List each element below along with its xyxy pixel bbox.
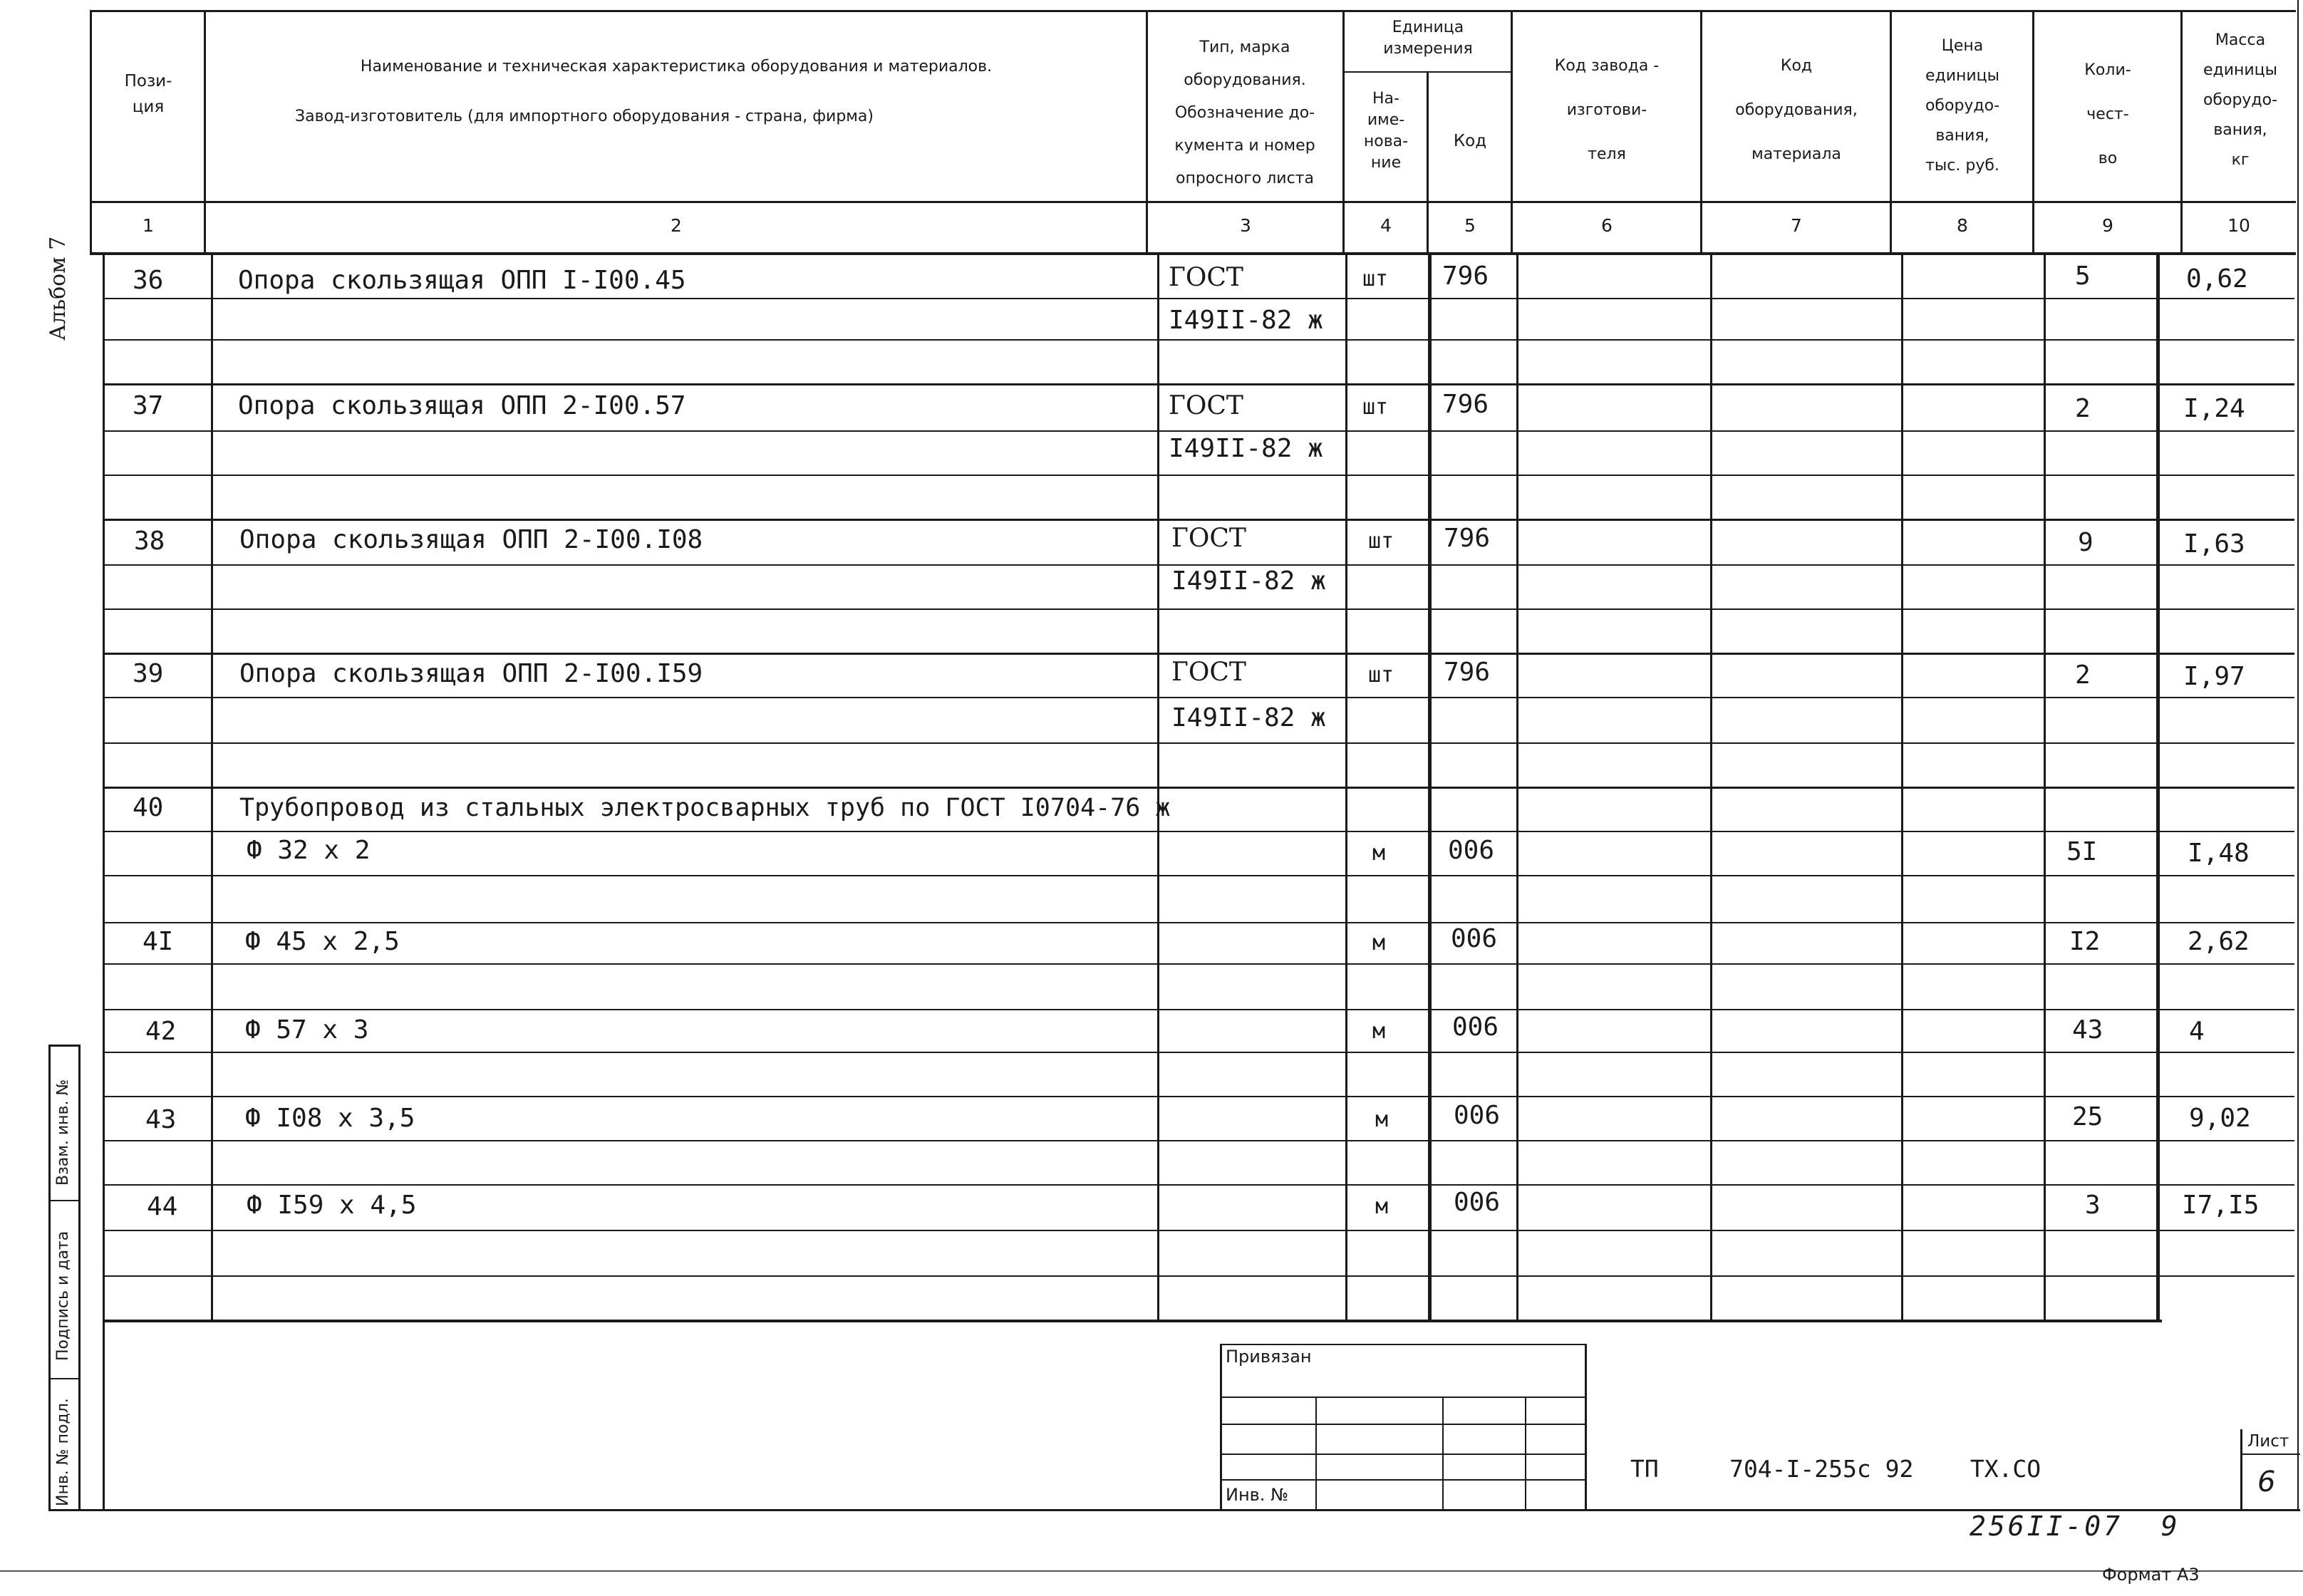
column-number: 4 [1380, 215, 1392, 236]
header-unit-code: Код [1453, 132, 1487, 150]
paper-format: Формат А3 [2102, 1565, 2200, 1585]
row-code: 006 [1451, 924, 1498, 953]
sheet-label: Лист [2247, 1432, 2289, 1451]
column-number: 2 [671, 215, 682, 236]
row-name: Опора скользящая ОПП 2-I00.I59 [239, 659, 703, 688]
row-mass: I,97 [2183, 662, 2245, 691]
attached-label: Привязан [1226, 1347, 1312, 1367]
row-type-line2: I49II-82 ж [1171, 703, 1326, 732]
sheet-number: 6 [2257, 1466, 2276, 1498]
column-number: 8 [1957, 215, 1968, 236]
row-quantity: I2 [2069, 927, 2101, 956]
row-unit: шт [1362, 266, 1389, 291]
stamp-inv-no-label: Инв. № [1226, 1485, 1289, 1505]
header-mass: Масса единицы оборудо- вания, кг [2203, 31, 2278, 169]
row-name: Ф 57 х 3 [245, 1015, 369, 1045]
column-number: 5 [1464, 215, 1476, 236]
row-code: 006 [1448, 836, 1495, 865]
row-unit: м [1375, 1107, 1389, 1132]
header-name-line2: Завод-изготовитель (для импортного оборудования - страна, фирма) [295, 108, 874, 125]
row-position: 39 [133, 659, 164, 688]
row-code: 006 [1452, 1012, 1499, 1042]
replaced-inv-no-label: Взам. инв. № [54, 1079, 72, 1186]
signature-date-label: Подпись и дата [54, 1230, 72, 1361]
column-number: 6 [1601, 215, 1613, 236]
header-name-line1: Наименование и техническая характеристика оборудования и материалов. [360, 58, 993, 76]
row-type-line1: ГОСТ [1171, 658, 1246, 687]
header-unit-name: На- име- нова- ние [1363, 90, 1409, 172]
row-type-line2: I49II-82 ж [1169, 306, 1323, 335]
column-number: 7 [1791, 215, 1802, 236]
row-unit: шт [1362, 395, 1389, 420]
column-number: 3 [1240, 215, 1251, 236]
row-name: Трубопровод из стальных электросварных труб по ГОСТ I0704-76 ж [239, 794, 1171, 822]
row-position: 40 [133, 793, 164, 822]
header-unit-group: Единица измерения [1383, 19, 1473, 58]
row-type-line2: I49II-82 ж [1169, 434, 1323, 463]
row-code: 796 [1444, 524, 1491, 553]
drawing-number: 256II-07 9 [1970, 1510, 2180, 1542]
header-maker-code: Код завода - изготови- теля [1554, 57, 1660, 163]
row-code: 006 [1454, 1101, 1501, 1130]
row-code: 796 [1442, 390, 1489, 419]
row-unit: шт [1368, 663, 1394, 688]
row-mass: 4 [2189, 1017, 2205, 1046]
row-position: 44 [147, 1192, 178, 1221]
row-mass: I,63 [2183, 529, 2245, 559]
row-quantity: 2 [2075, 660, 2091, 690]
document-code: ТП 704-I-255с 92 ТХ.СО [1630, 1455, 2041, 1483]
row-name: Опора скользящая ОПП 2-I00.I08 [239, 525, 703, 554]
header-price: Цена единицы оборудо- вания, тыс. руб. [1925, 37, 2000, 175]
row-unit: шт [1368, 529, 1394, 554]
row-mass: I,48 [2188, 839, 2250, 868]
row-code: 796 [1442, 261, 1489, 291]
header-position: Пози- ция [124, 72, 172, 116]
row-position: 4I [143, 927, 174, 956]
row-quantity: 2 [2075, 394, 2091, 423]
row-quantity: 43 [2072, 1015, 2103, 1045]
row-type-line1: ГОСТ [1169, 263, 1243, 292]
row-name: Опора скользящая ОПП I-I00.45 [238, 266, 686, 295]
row-code: 796 [1444, 658, 1491, 687]
row-position: 37 [133, 391, 164, 420]
column-number: 10 [2227, 215, 2250, 236]
row-type-line1: ГОСТ [1171, 524, 1246, 553]
column-number: 9 [2102, 215, 2113, 236]
row-unit: м [1372, 841, 1386, 866]
row-unit: м [1375, 1194, 1389, 1219]
row-position: 43 [145, 1105, 177, 1134]
row-name: Ф 45 х 2,5 [245, 927, 400, 956]
row-type-line2: I49II-82 ж [1171, 566, 1326, 596]
row-name: Ф I08 х 3,5 [245, 1104, 415, 1133]
row-mass: 9,02 [2189, 1104, 2251, 1133]
header-type: Тип, марка оборудования. Обозначение до- кумента и номер опросного листа [1174, 38, 1315, 187]
row-quantity: 5 [2075, 261, 2091, 291]
original-inv-no-label: Инв. № подл. [54, 1398, 72, 1506]
row-quantity: 9 [2078, 528, 2094, 557]
row-code: 006 [1454, 1188, 1501, 1217]
row-name: Ф I59 х 4,5 [247, 1191, 417, 1220]
row-mass: 0,62 [2186, 264, 2248, 294]
row-name: Ф 32 х 2 [247, 836, 371, 865]
row-quantity: 25 [2072, 1102, 2103, 1131]
header-material-code: Код оборудования, материала [1735, 57, 1858, 163]
row-position: 42 [145, 1017, 177, 1046]
row-quantity: 5I [2066, 837, 2098, 866]
row-mass: I7,I5 [2182, 1191, 2260, 1220]
row-unit: м [1372, 931, 1386, 955]
header-quantity: Коли- чест- во [2084, 61, 2131, 167]
row-position: 36 [133, 266, 164, 295]
row-unit: м [1372, 1019, 1386, 1044]
row-name: Опора скользящая ОПП 2-I00.57 [238, 391, 686, 420]
column-number: 1 [143, 215, 154, 236]
album-label: Альбом 7 [46, 236, 71, 341]
row-type-line1: ГОСТ [1169, 391, 1243, 420]
row-quantity: 3 [2085, 1191, 2101, 1220]
row-mass: 2,62 [2188, 927, 2250, 956]
row-mass: I,24 [2183, 394, 2245, 423]
row-position: 38 [134, 527, 165, 556]
